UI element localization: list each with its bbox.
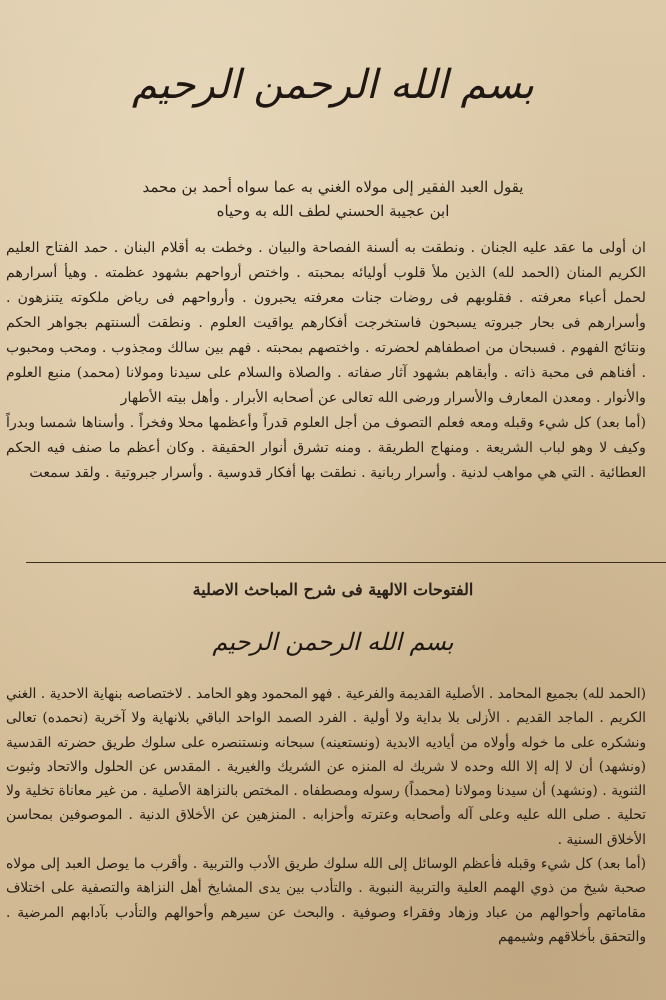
lower-paragraph-1: (الحمد لله) بجميع المحامد . الأصلية القديمة والفرعية . فهو المحمود وهو الحامد . لاختصاصه بنهاية الاحدية . الغني الكريم . الماجد القديم . الأزلى بلا بداية ولا أولية . الفرد الصمد الواحد الباقي بلانهاية ولا آخرية (نحمده) تعالى ونشكره على ما خوله وأولاه من أياديه الابدية (ونستعينه) سبحانه ونستنصره على سلوك طريق حضرته القدسية (ونشهد) أن لا إله إلا الله وحده لا شريك له المنزه عن الشريك والغيرية . المقدس عن الحلول والاتحاد وثبوت الثنوية . (ونشهد) أن سيدنا ومولانا (محمداً) رسوله ومصطفاه . المختص بالنزاهة الأصلية . من غير معاناة تخلية ولا تحلية . صلى الله عليه وعلى آله وأصحابه وعترته وأحزابه . المنزهين عن الأخلاق الدنية . الموصوفين بمحاسن الأخلاق السنية . [6,686,646,848]
basmala-calligraphy-section: بسم الله الرحمن الرحيم [212,628,454,656]
upper-paragraph-2: (أما بعد) كل شيء وقبله ومعه فعلم التصوف من أجل العلوم قدراً وأعظمها محلا وفخراً . وأسناها شمسا وبدراً وكيف لا وهو لباب الشريعة . ومنهاج الطريقة . ومنه تشرق أنوار الحقيقة . وكان أعظم ما صنف فيه الحكم العطائية . التي هي مواهب لدنية . وأسرار ربانية . نطقت بها أفكار قدوسية . وأسرار جبروتية . ولقد سمعت [6,415,646,481]
basmala-calligraphy-header: بسم الله الرحمن الرحيم [131,62,535,108]
author-intro-line-2: ابن عجيبة الحسني لطف الله به وحياه [216,202,450,220]
lower-text-block [6,682,646,949]
lower-paragraph-2: (أما بعد) كل شيء وقبله فأعظم الوسائل إلى الله سلوك طريق الأدب والتربية . وأقرب ما يوصل العبد إلى مولاه صحبة شيخ من ذوي الهمم العلية والتربية النبوية . والتأدب بين يدى المشايخ أهل النزاهة والتصفية على اختلاف مقاماتهم وأحوالهم من عباد وزهاد وفقراء وصوفية . والبحث عن سيرهم وأحوالهم والتأدب بآدابهم المرضية . والتحقق بأخلاقهم وشيمهم [6,856,646,945]
upper-paragraph-1: ان أولى ما عقد عليه الجنان . ونطقت به ألسنة الفصاحة والبيان . وخطت به أقلام البنان . حمد الفتاح العليم الكريم المنان (الحمد لله) الذين ملأ قلوب أوليائه بمحبته . واختص أرواحهم بشهود عظمته . وهيأ أسرارهم لحمل أعباء معرفته . فقلوبهم فى روضات جنات معرفته يحبرون . وأرواحهم فى رياض ملكوته يتنزهون . وأسرارهم فى بحار جبروته يسبحون فاستخرجت أفكارهم يواقيت العلوم . ونطقت ألسنتهم بجواهر الحكم ونتائج الفهوم . فسبحان من اصطفاهم لحضرته . واختصهم بمحبته . فهم بين سالك ومجذوب . ومحب ومحبوب . أفناهم فى محبة ذاته . وأبقاهم بشهود آثار صفاته . والصلاة والسلام على سيدنا ومولانا (محمد) منبع العلوم والأنوار . ومعدن المعارف والأسرار ورضى الله تعالى عن أصحابه الأبرار . وأهل بيته الأطهار [6,240,646,406]
commentary-title: الفتوحات الالهية فى شرح المباحث الاصلية [192,580,474,599]
upper-text-block [6,236,646,486]
author-intro-line-1: يقول العبد الفقير إلى مولاه الغني به عما سواه أحمد بن محمد [142,178,524,196]
section-divider-line [26,562,666,563]
